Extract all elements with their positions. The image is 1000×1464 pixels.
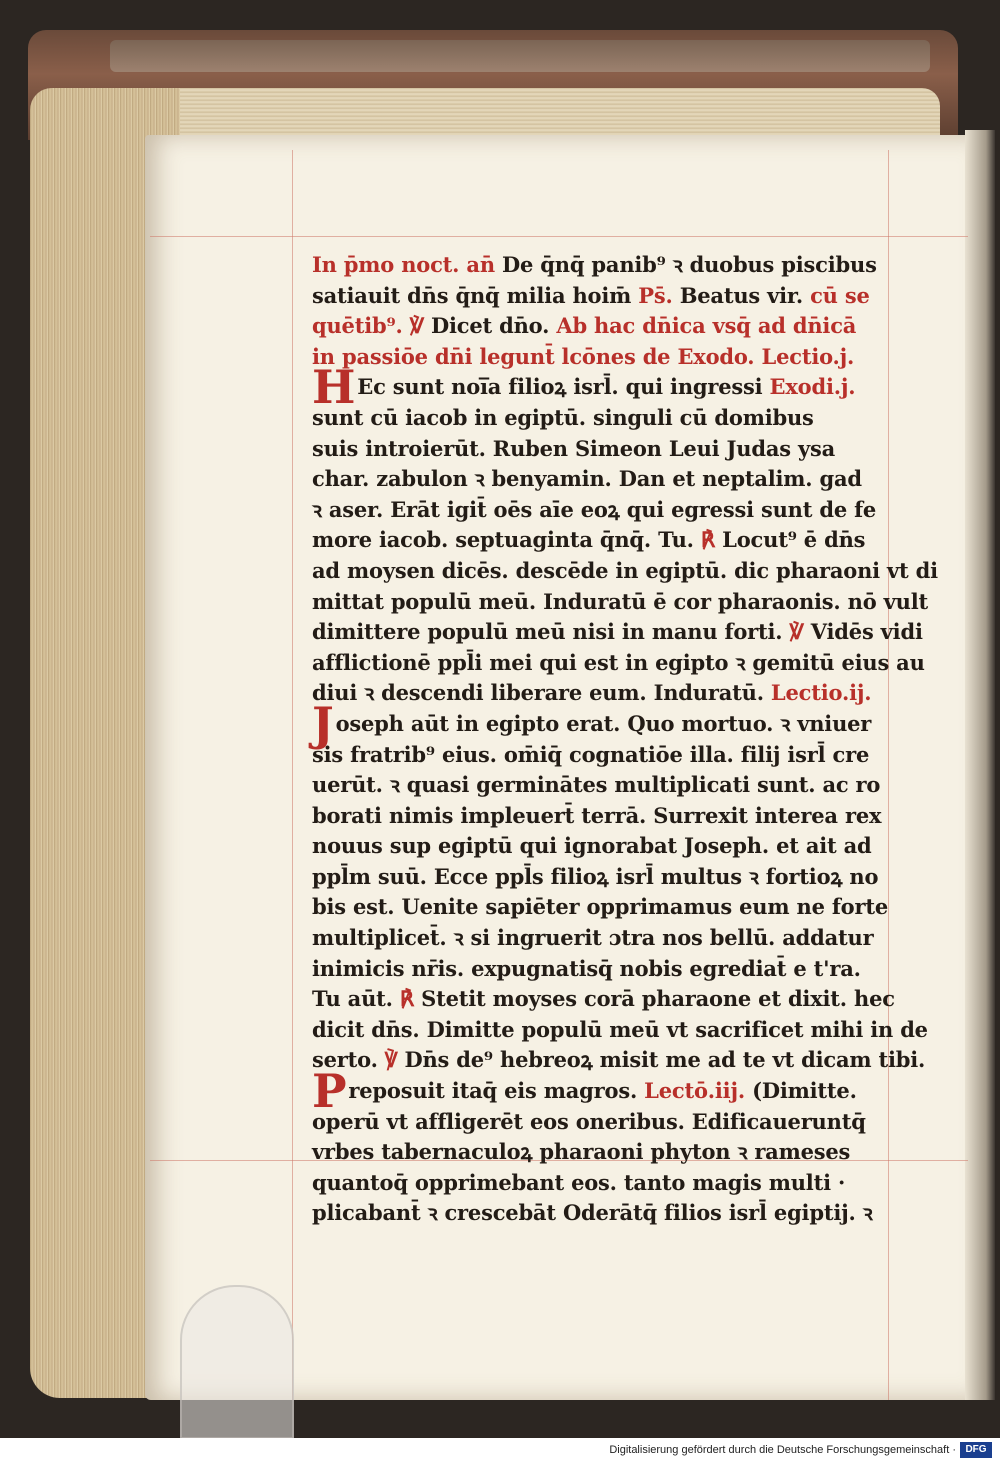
text-line — [312, 892, 889, 923]
text-line — [312, 525, 884, 556]
text-line — [312, 556, 938, 587]
dfg-logo: DFG — [960, 1442, 992, 1458]
rubric-text: Exodi.j. — [762, 374, 856, 400]
rubric-text: Lectō.iij. — [637, 1078, 753, 1104]
text-line — [312, 1015, 928, 1046]
footer — [0, 1438, 1000, 1464]
text-line — [312, 1107, 884, 1138]
text-line — [312, 954, 884, 985]
body-text: nouus sup egiptū qui ignorabat Joseph. et ait ad — [312, 833, 872, 859]
rubric-text: cū se — [802, 282, 870, 308]
body-text: satiauit dn̄s q̄nq̄ milia hoim̄ — [312, 282, 632, 308]
text-line — [312, 311, 884, 342]
body-text: De q̄nq̄ panib⁹ ꝛ duobus piscibus — [494, 252, 877, 277]
body-text: bis est. Uenite sapiēter opprimamus eum ne forte — [312, 894, 889, 920]
rubric-text: ℟ — [693, 527, 723, 553]
rubric-text: ℣ — [782, 619, 811, 645]
text-line — [312, 403, 884, 434]
page-gutter — [965, 130, 995, 1400]
body-text: char. zabulon ꝛ benyamin. Dan et neptalim. gad — [312, 466, 862, 492]
rubric-text: Lectio.ij. — [763, 680, 872, 706]
body-text: reposuit itaq̄ eis magros. — [348, 1078, 638, 1104]
text-line — [312, 250, 884, 281]
body-text: vrbes tabernaculoꝝ pharaoni phyton ꝛ rameses — [312, 1139, 851, 1165]
initial-letter: H — [312, 360, 356, 415]
body-text: operū vt affligerēt eos oneribus. Edificaueruntq̄ — [312, 1108, 866, 1134]
footer-credit: Digitalisierung gefördert durch die Deutsche Forschungsgemeinschaft · — [609, 1444, 956, 1456]
text-line — [312, 831, 884, 862]
body-text: serto. — [312, 1047, 378, 1073]
thumb — [180, 1285, 294, 1439]
cover-edge — [110, 40, 930, 72]
body-text: Dicet dn̄o. — [423, 313, 550, 339]
rubric-text: ℟ — [392, 986, 422, 1012]
body-text: more iacob. septuaginta q̄nq̄. Tu. — [312, 527, 694, 553]
body-text: ppl̄m suū. Ecce ppl̄s filioꝝ isrl̄ multus ꝛ fortioꝝ no — [312, 863, 879, 889]
rubric-text: Ps̄. — [631, 282, 680, 308]
body-text: oseph aūt in egipto erat. Quo mortuo. ꝛ vniuer — [335, 710, 872, 736]
body-text: quantoq̄ opprimebant eos. tanto magis multi · — [312, 1169, 846, 1195]
body-text: ad moysen dicēs. descēde in egiptū. dic pharaoni vt di — [312, 557, 938, 583]
initial-letter: J — [312, 696, 334, 751]
text-line — [312, 923, 884, 954]
body-text: mittat populū meū. Induratū ē cor pharaonis. nō vult — [312, 588, 928, 614]
body-text: afflictionē ppl̄i mei qui est in egipto ꝛ gemitū eius au — [312, 649, 925, 675]
body-text: sis fratrib⁹ eius. om̄iq̄ cognatiōe illa. filij isrl̄ cre — [312, 741, 870, 767]
margin-rule-top — [150, 236, 968, 237]
text-line — [312, 740, 884, 771]
text-line — [312, 984, 895, 1015]
body-text: ꝛ aser. Erāt igit̄ oēs aīe eoꝝ qui egressi sunt de fe — [312, 496, 877, 522]
initial-letter: P — [312, 1064, 347, 1119]
body-text: dimittere populū meū nisi in manu forti. — [312, 619, 783, 645]
body-text: Beatus vir. — [679, 282, 803, 308]
body-text: inimicis nr̄is. expugnatisq̄ nobis egrediat̄ e t'ra. — [312, 955, 861, 981]
margin-rule-right — [888, 150, 889, 1400]
body-text: plicabant̄ ꝛ crescebāt Oderātq̄ filios isrl̄ egiptij. ꝛ — [312, 1200, 873, 1226]
text-line — [312, 648, 925, 679]
body-text: Tu aūt. — [312, 986, 393, 1012]
rubric-text: Ab hac dn̄ica vsq̄ ad dn̄icā — [549, 313, 857, 339]
body-text: suis introierūt. Ruben Simeon Leui Judas ysa — [312, 435, 836, 461]
text-line — [312, 495, 884, 526]
text-line — [312, 1137, 884, 1168]
text-line — [312, 696, 884, 751]
body-text: Dn̄s de⁹ hebreoꝝ misit me ad te vt dicam tibi. — [404, 1047, 926, 1073]
text-line — [312, 1168, 884, 1199]
body-text: sunt cū iacob in egiptū. singuli cū domibus — [312, 404, 814, 430]
text-line — [312, 434, 884, 465]
text-line — [312, 770, 884, 801]
body-text: Locut⁹ ē dn̄s — [722, 527, 866, 553]
rubric-text: in passiōe dn̄i legunt̄ lcōnes de Exodo. Lectio.j. — [312, 343, 855, 369]
rubric-text: ℣ — [377, 1047, 405, 1073]
body-text: (Dimitte. — [752, 1078, 857, 1104]
body-text: borati nimis impleuert̄ terrā. Surrexit interea rex — [312, 802, 882, 828]
text-line — [312, 464, 884, 495]
text-line — [312, 342, 884, 373]
margin-rule-left — [292, 150, 293, 1400]
body-text: multiplicet̄. ꝛ si ingruerit ɔtra nos bellū. addatur — [312, 925, 874, 951]
body-text: Ec sunt noi̅a filioꝝ isrl̄. qui ingressi — [357, 374, 763, 400]
rubric-text: quētib⁹. ℣ — [312, 313, 424, 339]
body-text: dicit dn̄s. Dimitte populū meū vt sacrificet mihi in de — [312, 1016, 928, 1042]
text-line — [312, 801, 884, 832]
text-line — [312, 1045, 926, 1076]
text-line — [312, 1064, 884, 1119]
text-line — [312, 862, 884, 893]
body-text: Vidēs vidi — [810, 619, 923, 645]
text-line — [312, 1198, 884, 1229]
text-line — [312, 587, 928, 618]
text-line — [312, 678, 884, 709]
text-block — [312, 250, 938, 1229]
text-line — [312, 617, 923, 648]
text-line — [312, 360, 884, 415]
body-text: Stetit moyses corā pharaone et dixit. hec — [421, 986, 895, 1012]
body-text: diui ꝛ descendi liberare eum. Induratū. — [312, 680, 764, 706]
text-line — [312, 281, 884, 312]
body-text: uerūt. ꝛ quasi germinātes multiplicati sunt. ac ro — [312, 772, 881, 798]
rubric-text: In p̄mo noct. an̄ — [312, 252, 495, 277]
